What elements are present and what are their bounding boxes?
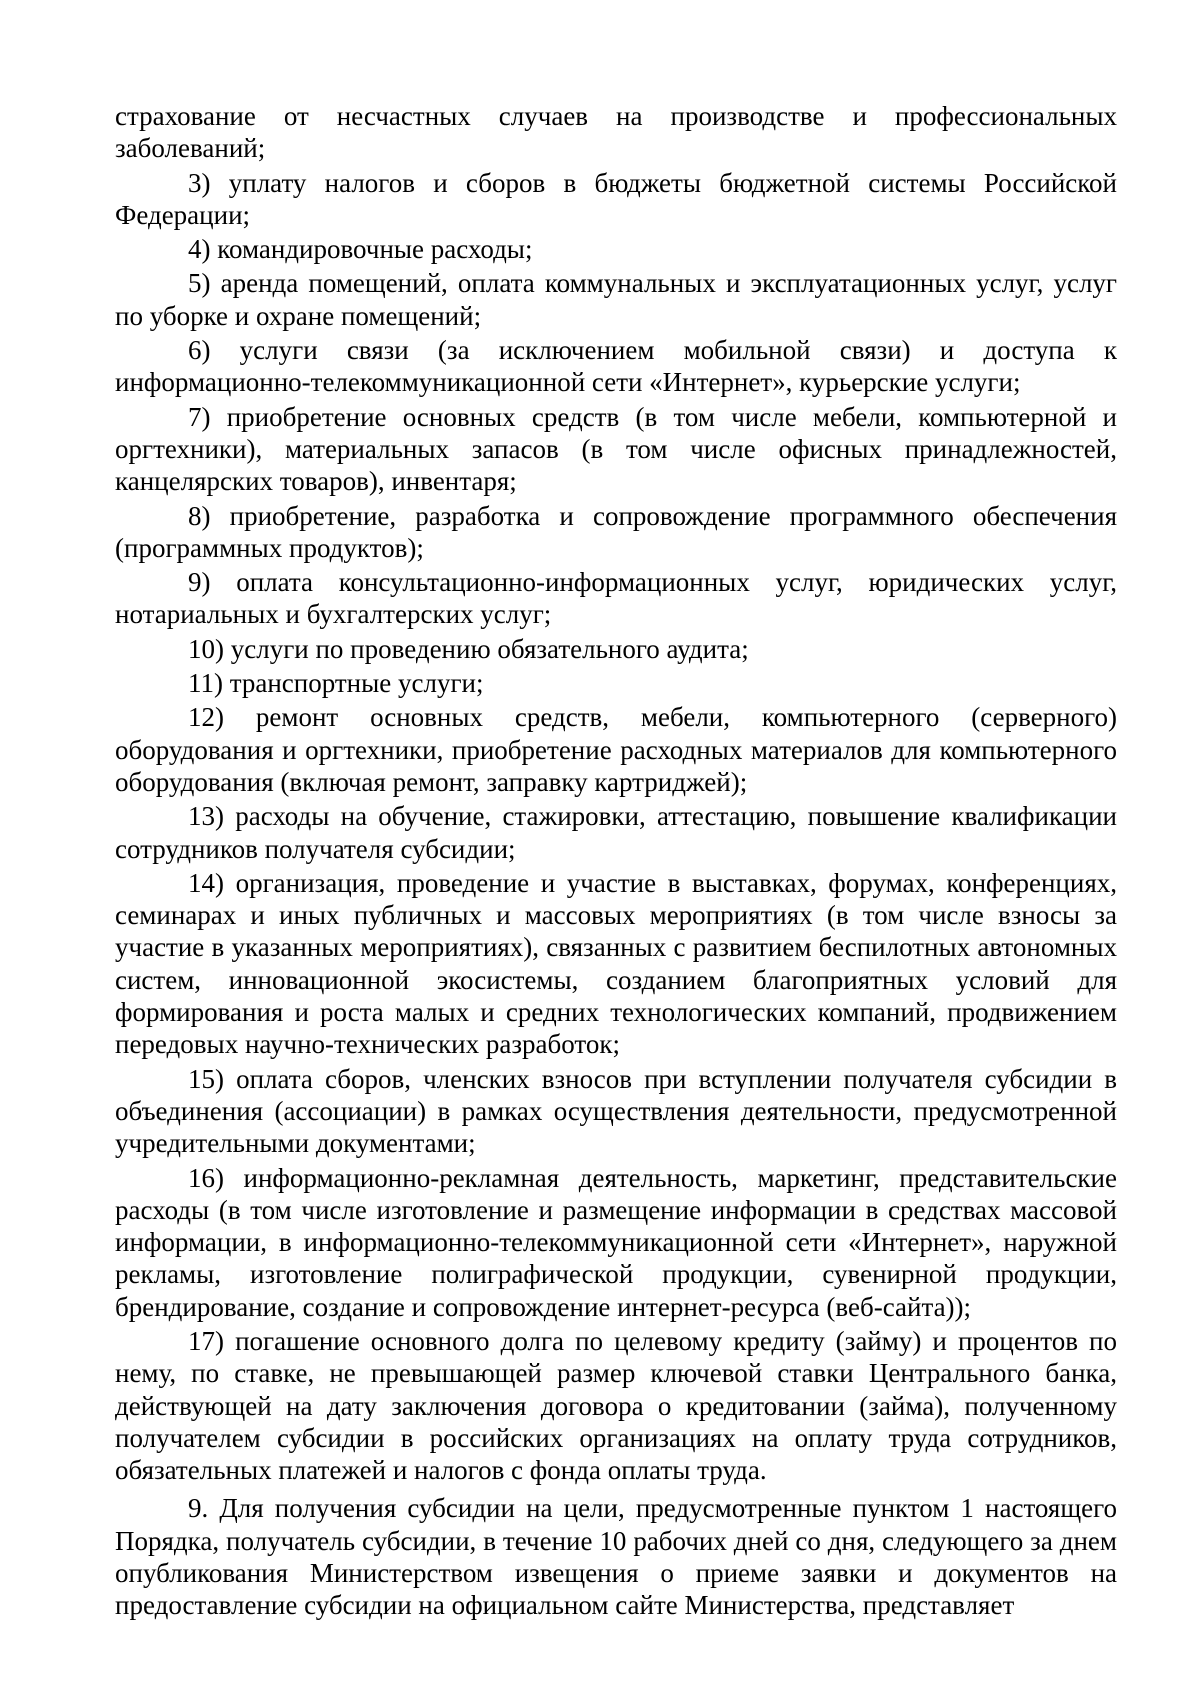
paragraph-continuation: страхование от несчастных случаев на производстве и профессиональных заболеваний; bbox=[115, 101, 1117, 164]
list-item-6: 6) услуги связи (за исключением мобильной связи) и доступа к информационно-телекоммуникационной сети «Интернет», курьерские услуги; bbox=[115, 335, 1117, 398]
section-9-paragraph: 9. Для получения субсидии на цели, предусмотренные пунктом 1 настоящего Порядка, получатель субсидии, в течение 10 рабочих дней со дня, следующего за днем опубликования Министерством извещения о приеме заявки и документов на предоставление субсидии на официальном сайте Министерства, представляет bbox=[115, 1493, 1117, 1621]
list-item-3: 3) уплату налогов и сборов в бюджеты бюджетной системы Российской Федерации; bbox=[115, 167, 1117, 230]
list-item-7: 7) приобретение основных средств (в том числе мебели, компьютерной и оргтехники), материальных запасов (в том числе офисных принадлежностей, канцелярских товаров), инвентаря; bbox=[115, 401, 1117, 497]
document-page bbox=[115, 100, 1117, 1622]
list-item-14: 14) организация, проведение и участие в выставках, форумах, конференциях, семинарах и иных публичных и массовых мероприятиях (в том числе взносы за участие в указанных мероприятиях), связанных с развитием беспилотных автономных систем, инновационной экосистемы, созданием благоприятных условий для формирования и роста малых и средних технологических компаний, продвижением передовых научно-технических разработок; bbox=[115, 867, 1117, 1060]
list-item-12: 12) ремонт основных средств, мебели, компьютерного (серверного) оборудования и оргтехники, приобретение расходных материалов для компьютерного оборудования (включая ремонт, заправку картриджей); bbox=[115, 702, 1117, 797]
list-item-10: 10) услуги по проведению обязательного аудита; bbox=[188, 633, 749, 664]
list-item-16: 16) информационно-рекламная деятельность, маркетинг, представительские расходы (в том числе изготовление и размещение информации в средствах массовой информации, в информационно-телекоммуникационной сети «Интернет», наружной рекламы, изготовление полиграфической продукции, сувенирной продукции, брендирование, создание и сопровождение интернет-ресурса (веб-сайта)); bbox=[115, 1162, 1117, 1322]
list-item-11: 11) транспортные услуги; bbox=[188, 668, 484, 699]
list-item-9: 9) оплата консультационно-информационных услуг, юридических услуг, нотариальных и бухгалтерских услуг; bbox=[115, 567, 1117, 630]
list-item-5: 5) аренда помещений, оплата коммунальных и эксплуатационных услуг, услуг по уборке и охране помещений; bbox=[115, 268, 1117, 331]
list-item-15: 15) оплата сборов, членских взносов при вступлении получателя субсидии в объединения (ассоциации) в рамках осуществления деятельности, предусмотренной учредительными документами; bbox=[115, 1063, 1117, 1159]
list-item-8: 8) приобретение, разработка и сопровождение программного обеспечения (программных продуктов); bbox=[115, 500, 1117, 563]
list-item-13: 13) расходы на обучение, стажировки, аттестацию, повышение квалификации сотрудников получателя субсидии; bbox=[115, 801, 1117, 864]
list-item-4: 4) командировочные расходы; bbox=[188, 234, 533, 265]
list-item-17: 17) погашение основного долга по целевому кредиту (займу) и процентов по нему, по ставке, не превышающей размер ключевой ставки Центрального банка, действующей на дату заключения договора о кредитовании (займа), полученному получателем субсидии в российских организациях на оплату труда сотрудников, обязательных платежей и налогов с фонда оплаты труда. bbox=[115, 1325, 1117, 1486]
